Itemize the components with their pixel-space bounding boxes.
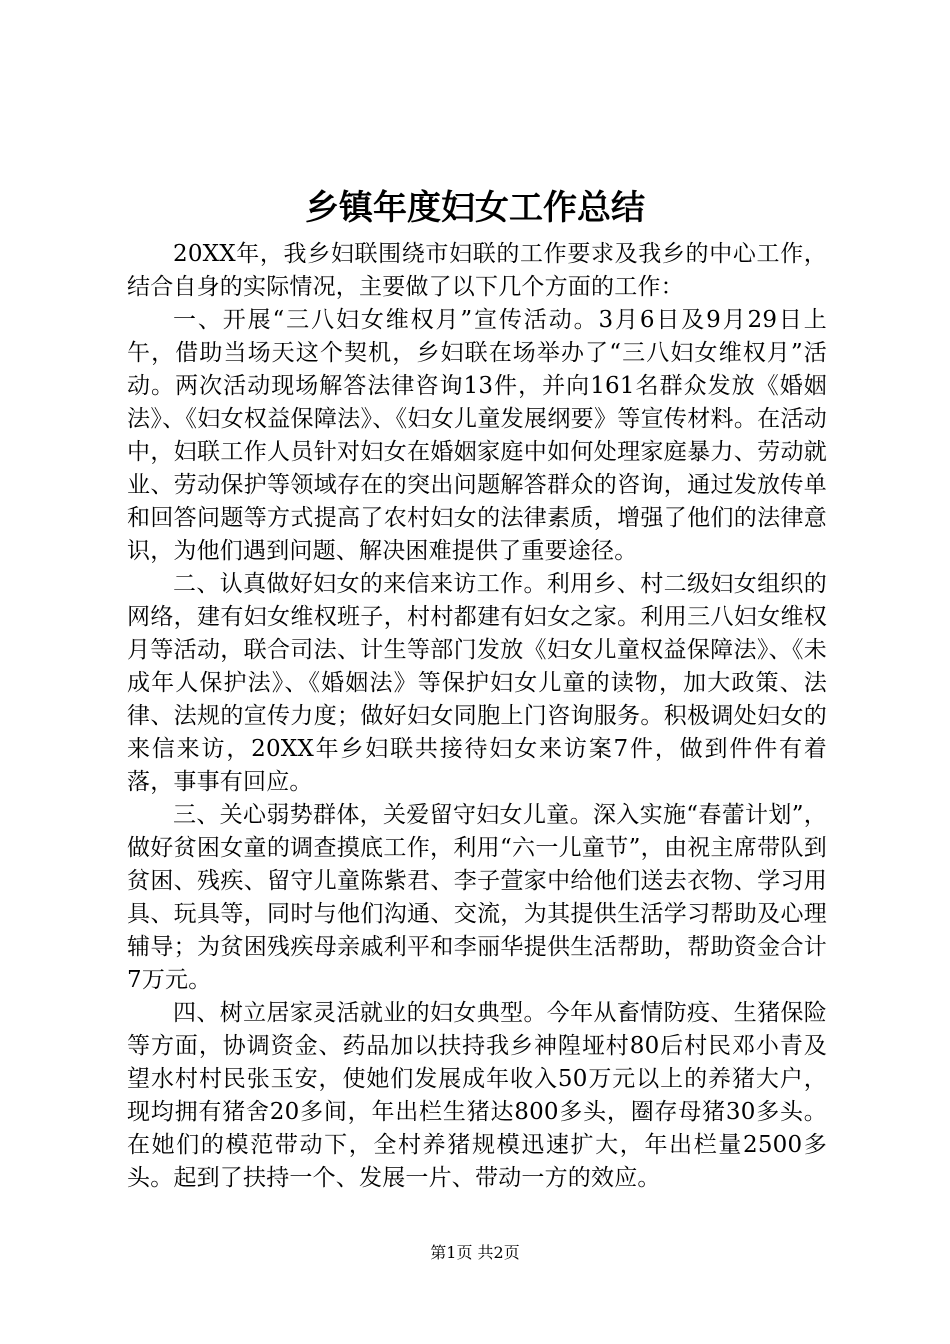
document-body [127, 238, 827, 1195]
paragraph-section-3: 三、关心弱势群体，关爱留守妇女儿童。深入实施“春蕾计划”，做好贫困女童的调查摸底工作，利用“六一儿童节”，由祝主席带队到贫困、残疾、留守儿童陈紫君、李子萱家中给他们送去衣物、学习用具、玩具等，同时与他们沟通、交流，为其提供生活学习帮助及心理辅导；为贫困残疾母亲戚利平和李丽华提供生活帮助，帮助资金合计7万元。 [127, 802, 827, 993]
paragraph-section-1: 一、开展“三八妇女维权月”宣传活动。3月6日及9月29日上午，借助当场天这个契机，乡妇联在场举办了“三八妇女维权月”活动。两次活动现场解答法律咨询13件，并向161名群众发放《婚姻法》、《妇女权益保障法》、《妇女儿童发展纲要》等宣传材料。在活动中，妇联工作人员针对妇女在婚姻家庭中如何处理家庭暴力、劳动就业、劳动保护等领域存在的突出问题解答群众的咨询，通过发放传单和回答问题等方式提高了农村妇女的法律素质，增强了他们的法律意识，为他们遇到问题、解决困难提供了重要途径。 [127, 307, 827, 564]
paragraph-section-4: 四、树立居家灵活就业的妇女典型。今年从畜情防疫、生猪保险等方面，协调资金、药品加以扶持我乡神隍垭村80后村民邓小青及望水村村民张玉安，使她们发展成年收入50万元以上的养猪大户，现均拥有猪舍20多间，年出栏生猪达800多头，圈存母猪30多头。在她们的模范带动下，全村养猪规模迅速扩大，年出栏量2500多头。起到了扶持一个、发展一片、带动一方的效应。 [127, 1000, 827, 1191]
paragraph-intro: 20XX年，我乡妇联围绕市妇联的工作要求及我乡的中心工作，结合自身的实际情况，主要做了以下几个方面的工作： [127, 241, 827, 300]
page-number-footer: 第1页 共2页 [430, 1243, 520, 1262]
document-title: 乡镇年度妇女工作总结 [305, 188, 645, 228]
paragraph-section-2: 二、认真做好妇女的来信来访工作。利用乡、村二级妇女组织的网络，建有妇女维权班子，村村都建有妇女之家。利用三八妇女维权月等活动，联合司法、计生等部门发放《妇女儿童权益保障法》、《未成年人保护法》、《婚姻法》等保护妇女儿童的读物，加大政策、法律、法规的宣传力度；做好妇女同胞上门咨询服务。积极调处妇女的来信来访，20XX年乡妇联共接待妇女来访案7件，做到件件有着落，事事有回应。 [127, 571, 827, 795]
